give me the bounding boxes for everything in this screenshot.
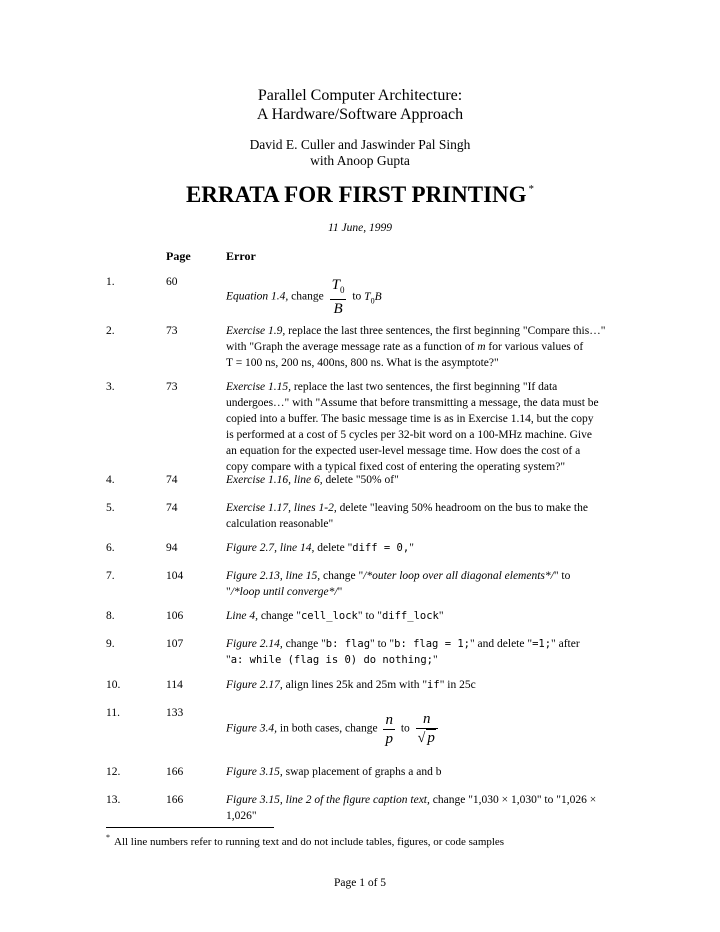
errata-text-part: with "Graph the average message rate as a function of: [226, 341, 478, 353]
errata-text-part: ": [409, 542, 414, 554]
old-comment: /*outer loop over all diagonal elements*/: [363, 570, 554, 582]
errata-text-part: to: [349, 290, 365, 303]
errata-text-part: change ": [282, 638, 326, 650]
errata-reference: Figure 2.7, line 14,: [226, 542, 315, 554]
errata-reference: Exercise 1.9,: [226, 325, 286, 337]
errata-text-part: delete "50% of": [322, 474, 399, 486]
authors-line1: David E. Culler and Jaswinder Pal Singh: [249, 137, 471, 152]
errata-page-number: 73: [166, 325, 178, 337]
fraction-denominator: B: [333, 301, 343, 317]
errata-number: 12.: [106, 766, 121, 778]
new-comment: /*loop until converge*/: [230, 586, 338, 598]
fraction-numerator: n: [385, 711, 393, 728]
code-snippet: if: [427, 679, 440, 691]
fraction-subscript: 0: [339, 285, 345, 295]
errata-text-part: ": [337, 586, 343, 598]
errata-text-part: align lines 25k and 25m with ": [282, 679, 428, 691]
errata-text-part: delete ": [314, 542, 353, 554]
page-number-footer: Page 1 of 5: [333, 877, 387, 889]
radical-sign: √: [417, 731, 426, 746]
errata-text-part: calculation reasonable": [226, 518, 334, 530]
authors-line2: with Anoop Gupta: [310, 153, 410, 168]
errata-page-number: 166: [166, 794, 184, 806]
errata-text-part: to: [397, 722, 413, 735]
errata-text: [226, 764, 631, 780]
fraction-numerator: n: [416, 711, 438, 729]
errata-text-part: delete "leaving 50% headroom on the bus to make the: [336, 502, 588, 514]
errata-page-number: 166: [166, 766, 184, 778]
errata-reference: Figure 2.17,: [226, 679, 283, 691]
errata-text: [226, 277, 631, 317]
errata-text-part: change: [288, 290, 327, 303]
errata-text: [226, 568, 631, 600]
errata-text-part: change ": [257, 610, 301, 622]
fraction-denominator: p: [385, 730, 393, 747]
fraction-t0-over-b: [330, 277, 347, 317]
errata-text-part: replace the last three sentences, the first beginning "Compare this…": [285, 325, 606, 337]
errata-number: 13.: [106, 794, 121, 806]
errata-text-part: in both cases, change: [277, 722, 381, 735]
errata-text-part: change ": [320, 570, 364, 582]
square-root: [418, 730, 436, 747]
errata-page-number: 106: [166, 610, 184, 622]
errata-text-part: ": [438, 610, 444, 622]
book-title-line2: A Hardware/Software Approach: [256, 106, 464, 123]
errata-text-part: " in 25c: [439, 679, 476, 691]
errata-number: 5.: [106, 502, 115, 514]
errata-text-part: " and delete ": [469, 638, 533, 650]
errata-reference: Figure 3.15,: [226, 766, 283, 778]
errata-text-part: " to ": [357, 610, 382, 622]
footnote-text: All line numbers refer to running text and do not include tables, figures, or code samples: [114, 836, 505, 848]
errata-text: [226, 540, 631, 556]
code-snippet: =1;: [532, 638, 552, 650]
errata-text-part: undergoes…" with "Assume that before transmitting a message, the data must be: [226, 397, 599, 409]
errata-number: 4.: [106, 474, 115, 486]
errata-reference: Figure 2.13, line 15,: [226, 570, 321, 582]
footnote-divider: [106, 827, 274, 828]
errata-number: 3.: [106, 381, 115, 393]
errata-text-part: ": [226, 586, 231, 598]
errata-reference: Exercise 1.17, lines 1-2,: [226, 502, 337, 514]
errata-page-number: 114: [166, 679, 183, 691]
errata-text-part: change "1,030 × 1,030" to "1,026 ×: [429, 794, 597, 806]
errata-reference: Figure 3.4,: [226, 722, 277, 735]
heading-footnote-mark: *: [528, 183, 535, 195]
errata-text: [226, 500, 631, 532]
errata-text-part: " after: [551, 638, 580, 650]
errata-number: 6.: [106, 542, 115, 554]
errata-number: 1.: [106, 276, 115, 288]
errata-text-part: replace the last two sentences, the first beginning "If data: [291, 381, 558, 393]
errata-reference: Line 4,: [226, 610, 258, 622]
errata-number: 7.: [106, 570, 115, 582]
heading-text: ERRATA FOR FIRST PRINTING: [185, 182, 527, 207]
errata-text-part: ": [226, 654, 231, 666]
footnote-mark: *: [106, 833, 110, 842]
errata-reference: Exercise 1.15,: [226, 381, 292, 393]
errata-number: 10.: [106, 679, 121, 691]
errata-number: 11.: [106, 707, 120, 719]
errata-heading: [0, 181, 720, 213]
errata-reference: Exercise 1.16, line 6,: [226, 474, 323, 486]
errata-page-number: 94: [166, 542, 178, 554]
code-snippet: diff_lock: [381, 610, 439, 622]
code-snippet: cell_lock: [300, 610, 358, 622]
errata-text: [226, 636, 631, 668]
errata-text-part: swap placement of graphs a and b: [282, 766, 442, 778]
errata-text-part: 1,026": [226, 810, 257, 822]
errata-reference: Equation 1.4,: [226, 290, 289, 303]
radicand: p: [427, 730, 435, 746]
errata-text-part: is performed at a cost of 5 cycles per 32-bit word on a 100-MHz machine. Give: [226, 429, 592, 441]
errata-date: 11 June, 1999: [328, 222, 392, 234]
fraction-denominator: [416, 729, 438, 747]
code-snippet: b: flag = 1;: [394, 638, 470, 650]
errata-page-number: 133: [166, 707, 184, 719]
errata-page-number: 104: [166, 570, 184, 582]
variable-m: m: [477, 341, 486, 353]
errata-text-part: " to: [553, 570, 571, 582]
errata-text-part: copy compare with a typical fixed cost of entering the operating system?": [226, 461, 566, 473]
code-snippet: b: flag: [325, 638, 371, 650]
errata-page-number: 60: [166, 276, 178, 288]
errata-text-part: T = 100 ns, 200 ns, 400ns, 800 ns. What is the asymptote?": [226, 357, 499, 369]
errata-text: [226, 711, 631, 747]
errata-text-part: ": [433, 654, 438, 666]
errata-text: [226, 677, 631, 693]
errata-number: 9.: [106, 638, 115, 650]
errata-text: [226, 792, 631, 824]
errata-text: [226, 323, 631, 371]
errata-text-part: " to ": [370, 638, 395, 650]
errata-text-part: for various values of: [485, 341, 584, 353]
errata-text: [226, 608, 631, 624]
errata-number: 2.: [106, 325, 115, 337]
errata-number: 8.: [106, 610, 115, 622]
column-header-page: Page: [166, 249, 191, 263]
errata-page-number: 73: [166, 381, 178, 393]
expression-part: T: [364, 290, 371, 303]
errata-reference: Figure 2.14,: [226, 638, 283, 650]
errata-text: [226, 379, 631, 475]
errata-page-number: 107: [166, 638, 184, 650]
expression-subscript: 0: [370, 295, 375, 305]
errata-text-part: copied into a buffer. The basic message time is as in Exercise 1.14, but the copy: [226, 413, 594, 425]
errata-page-number: 74: [166, 474, 178, 486]
fraction-numerator: T: [331, 277, 340, 293]
book-title-line1: Parallel Computer Architecture:: [257, 87, 463, 104]
fraction-n-over-p: [383, 712, 395, 747]
fraction-n-over-sqrt-p: [416, 711, 438, 747]
expression-part: B: [374, 290, 382, 303]
footnote: [106, 835, 504, 850]
errata-text: [226, 472, 631, 488]
column-header-error: Error: [226, 249, 256, 263]
errata-reference: Figure 3.15, line 2 of the figure caption text,: [226, 794, 430, 806]
code-snippet: diff = 0,: [352, 542, 410, 554]
errata-text-part: an equation for the expected user-level message time. How does the cost of a: [226, 445, 581, 457]
code-snippet: a: while (flag is 0) do nothing;: [230, 654, 433, 666]
replacement-expression: [364, 291, 381, 303]
errata-page-number: 74: [166, 502, 178, 514]
